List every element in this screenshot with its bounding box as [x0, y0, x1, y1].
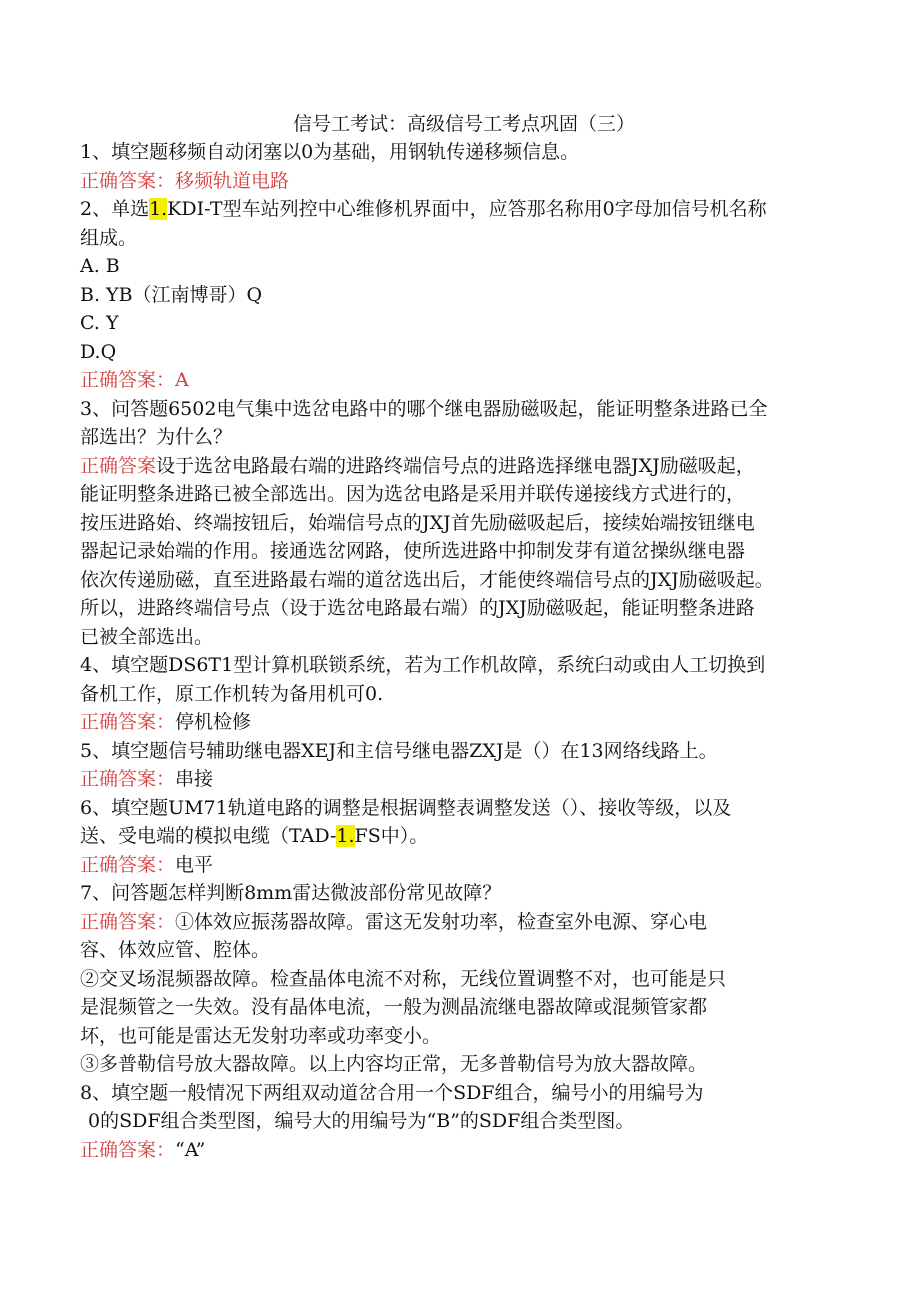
question-8-line-2: 0的SDF组合类型图，编号大的用编号为“B”的SDF组合类型图。 — [88, 1110, 635, 1132]
answer-7-line: ②交叉场混频器故障。检查晶体电流不对称，无线位置调整不对，也可能是只 — [80, 967, 727, 990]
answer-4 — [80, 708, 840, 737]
answer-text: “A” — [175, 1138, 206, 1161]
answer-3 — [80, 452, 840, 481]
answer-text: 设于选岔电路最右端的进路终端信号点的进路选择继电器JXJ励磁吸起， — [156, 454, 755, 477]
answer-label: 正确答案： — [80, 711, 176, 733]
answer-label: 正确答案 — [80, 454, 157, 477]
option-b: B. YB（江南博哥）Q — [80, 283, 263, 306]
answer-label: 正确答案： — [80, 853, 176, 876]
question-7: 7、问答题怎样判断8mm雷达微波部份常见故障？ — [80, 882, 502, 904]
answer-text: 串接 — [175, 768, 214, 790]
answer-text: 电平 — [175, 853, 214, 876]
answer-1 — [80, 167, 840, 196]
option-a: A. B — [80, 255, 120, 277]
answer-label: 正确答案： — [80, 768, 176, 790]
answer-2 — [80, 366, 840, 395]
document-title: 信号工考试：高级信号工考点巩固（三） — [292, 113, 635, 135]
answer-7-line: 容、体效应管、腔体。 — [80, 939, 271, 961]
question-6-line-2-pre: 送、受电端的模拟电缆（TAD- — [80, 825, 337, 847]
question-6-line-2-post: FS中）。 — [354, 825, 429, 847]
highlight-mark: 1. — [149, 198, 168, 220]
question-2-prefix: 2、单选 — [80, 198, 150, 220]
question-4-line-2: 备机工作，原工作机转为备用机可0. — [80, 682, 384, 705]
answer-7 — [80, 908, 840, 937]
answer-text: A — [175, 369, 189, 391]
answer-3-line: 按压进路始、终端按钮后，始端信号点的JXJ首先励磁吸起后，接续始端按钮继电 — [80, 511, 755, 534]
answer-5 — [80, 765, 840, 794]
answer-label: 正确答案： — [80, 1138, 176, 1161]
answer-label: 正确答案： — [80, 169, 176, 192]
answer-7-line: 坏，也可能是雷达无发射功率或功率变小。 — [80, 1024, 442, 1047]
answer-text: 移频轨道电路 — [175, 169, 290, 192]
question-3-line-1: 3、问答题6502电气集中选岔电路中的哪个继电器励磁吸起，能证明整条进路已全 — [80, 397, 768, 420]
option-c: C. Y — [80, 312, 119, 334]
highlight-mark: 1. — [336, 825, 355, 847]
question-8-line-1: 8、填空题一般情况下两组双动道岔合用一个SDF组合，编号小的用编号为 — [80, 1081, 704, 1104]
option-d: D.Q — [80, 340, 117, 363]
answer-7-line: ③多普勒信号放大器故障。以上内容均正常，无多普勒信号为放大器故障。 — [80, 1053, 708, 1075]
answer-7-line: 是混频管之一失效。没有晶体电流，一般为测晶流继电器故障或混频管家都 — [80, 996, 708, 1018]
answer-8 — [80, 1136, 840, 1165]
question-2-cont: 组成。 — [80, 226, 138, 249]
answer-6 — [80, 851, 840, 880]
answer-3-line: 已被全部选出。 — [80, 625, 214, 648]
answer-text: 停机检修 — [175, 711, 252, 733]
question-2-body: KDI-T型车站列控中心维修机界面中，应答那名称用0字母加信号机名称 — [167, 198, 767, 220]
answer-label: 正确答案： — [80, 910, 176, 933]
question-6-line-2 — [80, 822, 840, 851]
question-1: 1、填空题移频自动闭塞以0为基础，用钢轨传递移频信息。 — [80, 141, 580, 163]
question-3-line-2: 部选出？为什么？ — [80, 426, 233, 448]
answer-3-line: 器起记录始端的作用。接通选岔网路，使所选进路中抑制发芽有道岔操纵继电器 — [80, 540, 746, 562]
question-2 — [80, 195, 840, 224]
question-4-line-1: 4、填空题DS6T1型计算机联锁系统，若为工作机故障，系统臼动或由人工切换到 — [80, 654, 766, 676]
question-6-line-1: 6、填空题UM71轨道电路的调整是根据调整表调整发送（）、接收等级，以及 — [80, 796, 732, 819]
answer-3-line: 依次传递励磁，直至进路最右端的道岔选出后，才能使终端信号点的JXJ励磁吸起。 — [80, 568, 774, 591]
question-5: 5、填空题信号辅助继电器XEJ和主信号继电器ZXJ是（）在13网络线路上。 — [80, 739, 718, 762]
answer-label: 正确答案： — [80, 369, 176, 391]
answer-text: ①体效应振荡器故障。雷这无发射功率，检查室外电源、穿心电 — [175, 910, 708, 933]
answer-3-line: 能证明整条进路已被全部选出。因为选岔电路是采用并联传递接线方式进行的， — [80, 483, 746, 505]
answer-3-line: 所以，进路终端信号点（设于选岔电路最右端）的JXJ励磁吸起，能证明整条进路 — [80, 597, 755, 619]
